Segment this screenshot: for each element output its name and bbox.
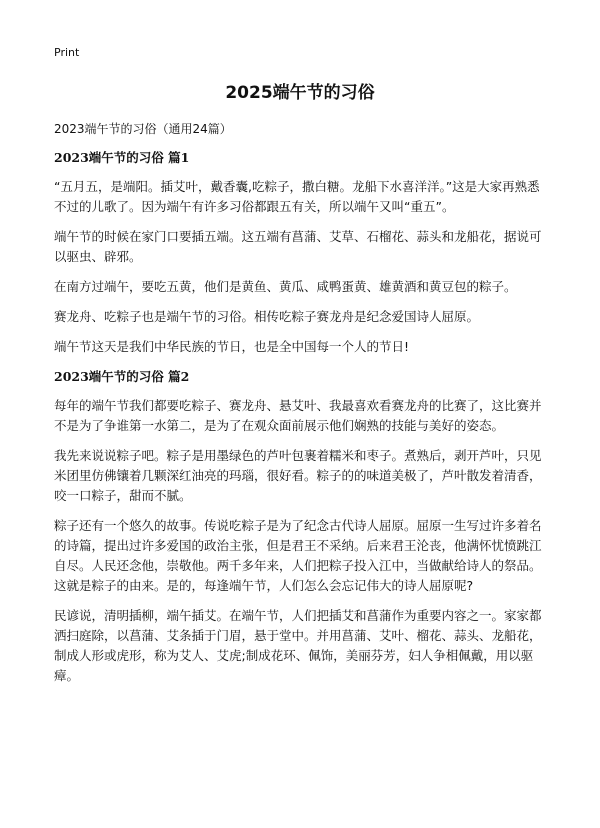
paragraph: 赛龙舟、吃粽子也是端午节的习俗。相传吃粽子赛龙舟是纪念爱国诗人屈原。	[54, 309, 480, 324]
paragraph: 粽子还有一个悠久的故事。传说吃粽子是为了纪念古代诗人屈原。屈原一生写过许多着名的诗篇，提出过许多爱国的政治主张，但是君王不采纳。后来君王沦丧，他满怀忧愤跳江自尽。人民还念他，崇敬他。两千多年来，人们把粽子投入江中，当做献给诗人的祭品。这就是粽子的由来。是的，每逢端午节，人们怎么会忘记伟大的诗人屈原呢?	[54, 518, 542, 593]
print-link[interactable]: Print	[54, 46, 80, 59]
document-subtitle: 2023端午节的习俗（通用24篇）	[54, 122, 232, 136]
paragraph: 我先来说说粽子吧。粽子是用墨绿色的芦叶包裹着糯米和枣子。煮熟后，剥开芦叶，只见米团里仿佛镶着几颗深红油亮的玛瑙，很好看。粽子的的味道美极了，芦叶散发着清香，咬一口粽子，甜而不腻。	[54, 448, 542, 503]
paragraph: 每年的端午节我们都要吃粽子、赛龙舟、悬艾叶、我最喜欢看赛龙舟的比赛了，这比赛并不是为了争谁第一水第二，是为了在观众面前展示他们娴熟的技能与美好的姿态。	[54, 398, 542, 433]
article-body	[54, 148, 552, 696]
paragraph: 端午节的时候在家门口要插五端。这五端有菖蒲、艾草、石榴花、蒜头和龙船花，据说可以驱虫、辟邪。	[54, 229, 542, 264]
paragraph: 在南方过端午，要吃五黄，他们是黄鱼、黄瓜、咸鸭蛋黄、雄黄酒和黄豆包的粽子。	[54, 279, 517, 294]
page-title: 2025端午节的习俗	[225, 83, 375, 103]
paragraph: 民谚说，清明插柳，端午插艾。在端午节，人们把插艾和菖蒲作为重要内容之一。家家都洒扫庭除，以菖蒲、艾条插于门眉，悬于堂中。并用菖蒲、艾叶、榴花、蒜头、龙船花，制成人形或虎形，称为艾人、艾虎;制成花环、佩饰，美丽芬芳，妇人争相佩戴，用以驱瘴。	[54, 608, 542, 683]
section-heading: 2023端午节的习俗 篇1	[54, 150, 190, 165]
paragraph: “五月五，是端阳。插艾叶，戴香囊,吃粽子，撒白糖。龙船下水喜洋洋。”这是大家再熟悉不过的儿歌了。因为端午有许多习俗都跟五有关，所以端午又叫“重五”。	[54, 179, 540, 214]
section-heading: 2023端午节的习俗 篇2	[54, 369, 190, 384]
paragraph: 端午节这天是我们中华民族的节日，也是全中国每一个人的节日!	[54, 339, 410, 354]
